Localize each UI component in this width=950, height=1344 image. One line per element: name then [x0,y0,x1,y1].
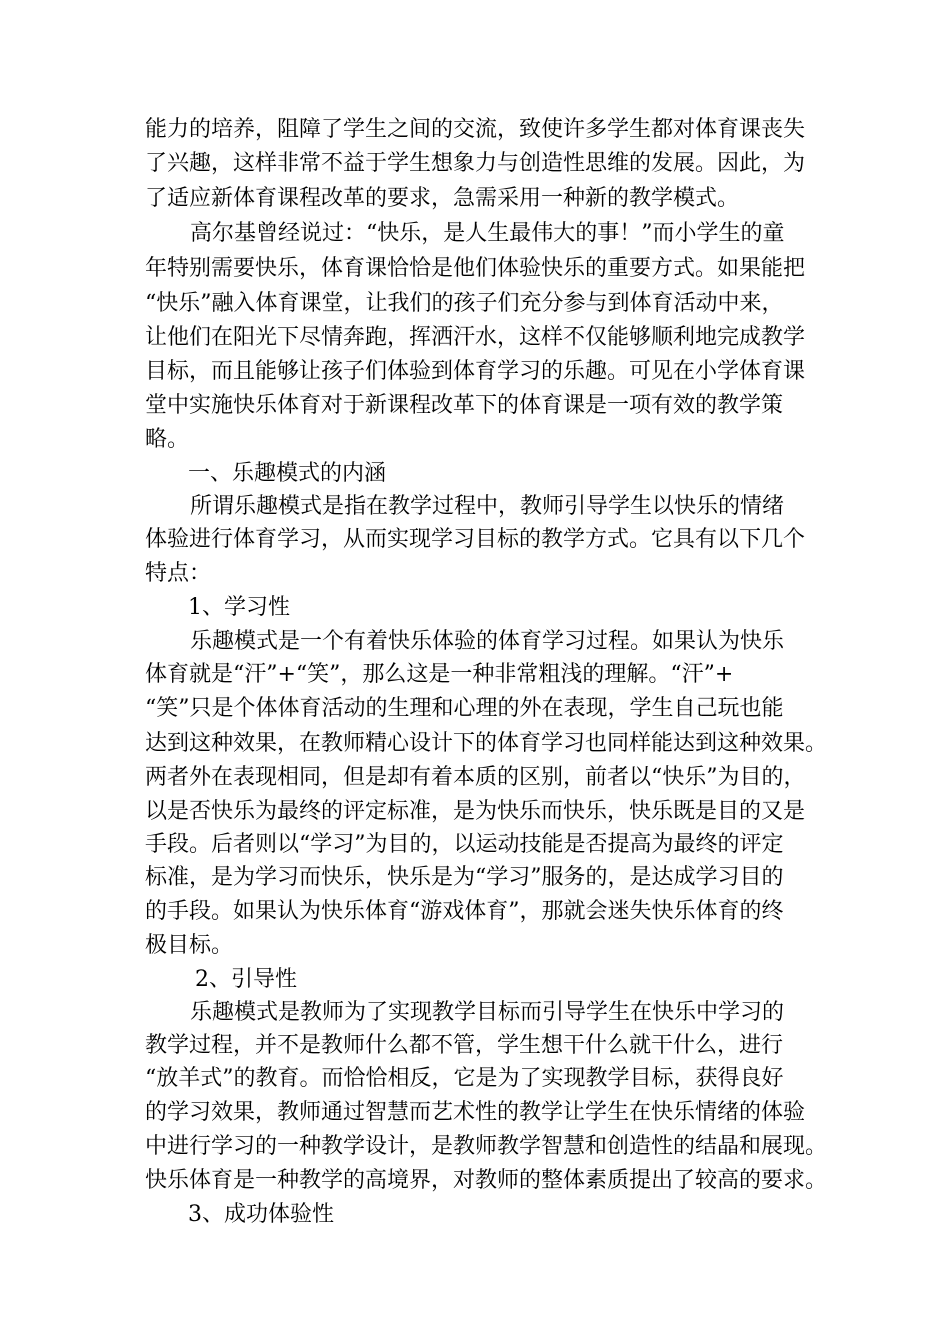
subsection-heading: 2、引导性 [195,967,297,992]
text-line: “快乐”融入体育课堂，让我们的孩子们充分参与到体育活动中来， [145,291,784,316]
text-line: 能力的培养，阻障了学生之间的交流，致使许多学生都对体育课丧失 [145,117,806,142]
text-line: 的手段。如果认为快乐体育“游戏体育”，那就会迷失快乐体育的终 [145,899,784,924]
text-line: 的学习效果，教师通过智慧而艺术性的教学让学生在快乐情绪的体验 [145,1100,806,1125]
text-line: 手段。后者则以“学习”为目的，以运动技能是否提高为最终的评定 [145,832,784,857]
text-line: 所谓乐趣模式是指在教学过程中，教师引导学生以快乐的情绪 [190,494,785,519]
text-line: 教学过程，并不是教师什么都不管，学生想干什么就干什么，进行 [145,1033,784,1058]
text-line: 特点： [145,561,212,586]
text-line: 体育就是“汗”+“笑”，那么这是一种非常粗浅的理解。“汗”+ [145,662,734,687]
text-line: 目标，而且能够让孩子们体验到体育学习的乐趣。可见在小学体育课 [145,359,806,384]
text-line: 略。 [145,427,190,452]
text-line: 乐趣模式是一个有着快乐体验的体育学习过程。如果认为快乐 [190,629,785,654]
text-line: 了适应新体育课程改革的要求，急需采用一种新的教学模式。 [145,186,740,211]
text-line: 中进行学习的一种教学设计，是教师教学智慧和创造性的结晶和展现。 [145,1134,828,1159]
text-line: 了兴趣，这样非常不益于学生想象力与创造性思维的发展。因此，为 [145,151,806,176]
text-line: 极目标。 [145,933,234,958]
subsection-heading: 1、学习性 [188,595,290,620]
section-heading: 一、乐趣模式的内涵 [188,461,387,486]
text-line: 标准，是为学习而快乐，快乐是为“学习”服务的，是达成学习目的 [145,865,784,890]
text-line: “笑”只是个体体育活动的生理和心理的外在表现，学生自己玩也能 [145,696,784,721]
text-line: 乐趣模式是教师为了实现教学目标而引导学生在快乐中学习的 [190,1000,785,1025]
text-line: 体验进行体育学习，从而实现学习目标的教学方式。它具有以下几个 [145,527,806,552]
text-line: 以是否快乐为最终的评定标准，是为快乐而快乐，快乐既是目的又是 [145,799,806,824]
text-line: 达到这种效果，在教师精心设计下的体育学习也同样能达到这种效果。 [145,731,828,756]
text-line: 快乐体育是一种教学的高境界，对教师的整体素质提出了较高的要求。 [145,1168,828,1193]
text-line: 堂中实施快乐体育对于新课程改革下的体育课是一项有效的教学策 [145,393,784,418]
text-line: 年特别需要快乐，体育课恰恰是他们体验快乐的重要方式。如果能把 [145,256,806,281]
text-line: 高尔基曾经说过：“快乐，是人生最伟大的事！”而小学生的童 [190,221,785,246]
subsection-heading: 3、成功体验性 [188,1202,334,1227]
text-line: 让他们在阳光下尽情奔跑，挥洒汗水，这样不仅能够顺利地完成教学 [145,325,806,350]
text-line: “放羊式”的教育。而恰恰相反，它是为了实现教学目标，获得良好 [145,1066,784,1091]
text-line: 两者外在表现相同，但是却有着本质的区别，前者以“快乐”为目的， [145,765,806,790]
